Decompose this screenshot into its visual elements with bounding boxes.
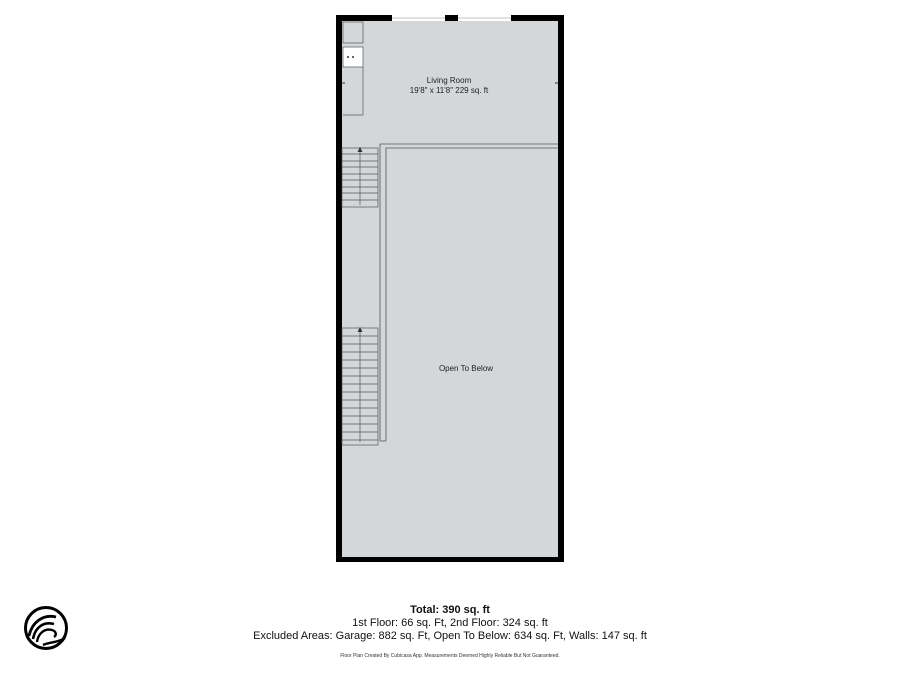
floor-area (342, 21, 558, 557)
floor-areas: 1st Floor: 66 sq. Ft, 2nd Floor: 324 sq. ft (352, 617, 548, 629)
excluded-areas: Excluded Areas: Garage: 882 sq. Ft, Open To Below: 634 sq. Ft, Walls: 147 sq. ft (253, 630, 647, 642)
window-left (392, 15, 445, 21)
room-dimensions-living-room: 19'8" x 11'8" 229 sq. ft (409, 86, 489, 95)
total-area: Total: 390 sq. ft (410, 604, 490, 616)
disclaimer: Floor Plan Created By Cubicasa App. Measurements Deemed Highly Reliable But Not Guaranteed. (340, 653, 560, 659)
room-name-living-room: Living Room (426, 76, 472, 85)
room-name-open-to-below: Open To Below (438, 364, 494, 373)
window-right (458, 15, 511, 21)
